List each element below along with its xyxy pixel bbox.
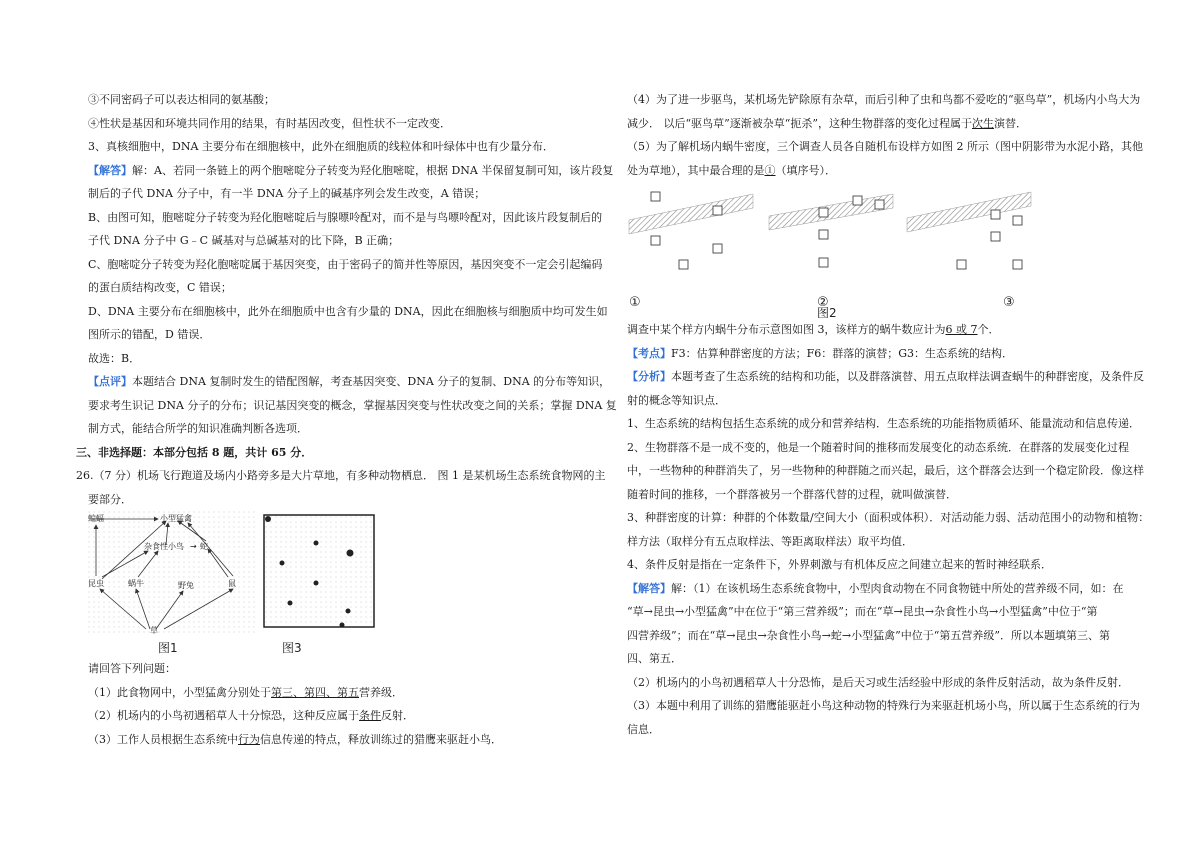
text: （3）工作人员根据生态系统中 bbox=[88, 732, 238, 746]
snail-mark bbox=[314, 541, 319, 546]
analysis-line bbox=[627, 365, 1157, 389]
text-line: （4）为了进一步驱鸟，某机场先铲除原有杂草，而后引种了虫和鸟都不爱吃的“驱鸟草”，机场内小鸟大为 bbox=[627, 93, 1141, 106]
text-line: （3）本题中利用了训练的猎鹰能驱赶小鸟这种动物的特殊行为来驱赶机场小鸟，所以属于生态系统的行为 bbox=[627, 699, 1140, 712]
answer-blank: ① bbox=[764, 163, 776, 177]
text-line: 4、条件反射是指在一定条件下，外界刺激与有机体反应之间建立起来的暂时神经联系． bbox=[627, 558, 1052, 571]
text: 营养级． bbox=[359, 685, 403, 699]
comment-tag: 【点评】 bbox=[88, 375, 132, 388]
snail-mark bbox=[280, 561, 285, 566]
answer-line bbox=[88, 159, 614, 183]
figure-1-label: 图1 bbox=[158, 641, 178, 655]
text-line: 请回答下列问题： bbox=[88, 662, 176, 675]
figure-background bbox=[88, 511, 258, 635]
analysis-tag: 【分析】 bbox=[627, 370, 671, 383]
panel-label: ① bbox=[629, 295, 641, 310]
text: 反射． bbox=[381, 709, 414, 722]
node-eagle: 蝙蝠 bbox=[88, 514, 104, 523]
answer-3 bbox=[88, 728, 608, 752]
snail-mark bbox=[347, 550, 354, 557]
text: 解：（1）在该机场生态系统食物中，小型肉食动物在不同食物链中所处的营养级不同，如：在 bbox=[671, 581, 1124, 595]
text: 调查中某个样方内蜗牛分布示意图如图 3，该样方的蜗牛数应计为 bbox=[627, 323, 946, 336]
node-snake: 蛇 bbox=[200, 542, 208, 551]
quadrat-frame bbox=[264, 515, 374, 627]
answer-blank: 第三、第四、第五 bbox=[271, 685, 359, 699]
layout-panel-2 bbox=[769, 194, 893, 310]
text-line: “草→昆虫→小型猛禽”中在位于“第三营养级”；而在“草→昆虫→杂食性小鸟→小型猛禽”中位于“第 bbox=[627, 605, 1098, 618]
snail-mark bbox=[346, 609, 351, 614]
text: 解：A、若同一条链上的两个胞嘧啶分子转变为羟化胞嘧啶，根据 DNA 半保留复制可知，该片段复 bbox=[132, 163, 614, 177]
node-arrow: → bbox=[190, 542, 197, 551]
section-heading: 三、非选择题：本部分包括 8 题，共计 65 分． bbox=[76, 445, 313, 459]
node-rabbit: 野兔 bbox=[178, 581, 194, 590]
node-grass: 草 bbox=[150, 626, 158, 635]
node-insect: 昆虫 bbox=[88, 579, 104, 588]
answer-6 bbox=[627, 318, 1157, 342]
text-line: 图所示的错配，D 错误． bbox=[88, 328, 211, 341]
node-raptor: 小型猛禽 bbox=[160, 514, 192, 523]
figure-2 bbox=[627, 186, 1157, 318]
answer-5 bbox=[627, 159, 1157, 183]
text-line: 中，一些物种的种群消失了，另一些物种的种群随之而兴起，最后，这个群落会达到一个稳定阶段．像这样 bbox=[627, 464, 1144, 477]
quadrat-layout-figure-2 bbox=[627, 186, 1047, 318]
text-line: ④性状是基因和环境共同作用的结果，有时基因改变，但性状不一定改变． bbox=[88, 116, 451, 130]
kaodian-tag: 【考点】 bbox=[627, 346, 671, 360]
answer-blank: 次生 bbox=[972, 116, 994, 130]
solution-line bbox=[627, 577, 1157, 601]
text-line: 四营养级”；而在“草→昆虫→杂食性小鸟→蛇→小型猛禽”中位于“第五营养级”．所以本题填第三、第 bbox=[627, 628, 1110, 642]
node-mouse: 鼠 bbox=[228, 579, 236, 588]
text: 个． bbox=[977, 323, 1000, 336]
text-line: 2、生物群落不是一成不变的，他是一个随着时间的推移而发展变化的动态系统．在群落的发展变化过程 bbox=[627, 440, 1129, 454]
answer-4 bbox=[627, 112, 1157, 136]
text: （1）此食物网中，小型猛禽分别处于 bbox=[88, 685, 271, 699]
panel-label: ② bbox=[817, 295, 829, 310]
question-26: 26.（7 分）机场飞行跑道及场内小路旁多是大片草地，有多种动物栖息． 图 1 是某机场生态系统食物网的主 bbox=[76, 469, 606, 482]
comment-line bbox=[88, 370, 611, 394]
figure-2-label: 图2 bbox=[817, 306, 837, 318]
text-line: 3、种群密度的计算：种群的个体数量/空间大小（面积或体积）．对活动能力弱、活动范围小的动物和植物： bbox=[627, 511, 1150, 524]
answer-tag: 【解答】 bbox=[88, 163, 132, 177]
text-line: 要求考生识记 DNA 分子的分布；识记基因突变的概念，掌握基因突变与性状改变之间的关系；掌握 DNA 复 bbox=[88, 398, 617, 412]
text: 信息传递的特点，释放训练过的猎鹰来驱赶小鸟． bbox=[260, 732, 502, 746]
answer-blank: 行为 bbox=[238, 732, 260, 746]
text-line: 制方式，能结合所学的知识准确判断各选项． bbox=[88, 422, 308, 435]
kaodian-line bbox=[627, 342, 1157, 366]
text-line: 的蛋白质结构改变，C 错误； bbox=[88, 281, 232, 294]
road-strip bbox=[907, 192, 1031, 232]
road-strip bbox=[629, 194, 753, 234]
snail-mark bbox=[288, 601, 293, 606]
quadrat-figure-3 bbox=[260, 511, 380, 657]
answer-2 bbox=[88, 704, 608, 728]
text-line: B、由图可知，胞嘧啶分子转变为羟化胞嘧啶后与腺嘌呤配对，而不是与鸟嘌呤配对，因此该片段复制后的 bbox=[88, 210, 603, 224]
text-line: 故选：B． bbox=[88, 351, 141, 365]
text-line: C、胞嘧啶分子转变为羟化胞嘧啶属于基因突变，由于密码子的简并性等原因，基因突变不一定会引起编码 bbox=[88, 257, 603, 271]
road-strip bbox=[769, 194, 893, 230]
panel-label: ③ bbox=[1003, 295, 1015, 310]
text-line: 子代 DNA 分子中 G﹣C 碱基对与总碱基对的比下降，B 正确； bbox=[88, 234, 400, 247]
layout-panel-1 bbox=[629, 192, 753, 310]
text-line: 3、真核细胞中，DNA 主要分布在细胞核中，此外在细胞质的线粒体和叶绿体中也有少量分布． bbox=[88, 140, 554, 153]
text-line: 制后的子代 DNA 分子中，有一半 DNA 分子上的碱基序列会发生改变，A 错误； bbox=[88, 187, 486, 200]
answer-blank: 条件 bbox=[359, 709, 381, 722]
text-line: 四、第五． bbox=[627, 652, 682, 665]
snail-mark bbox=[340, 623, 345, 628]
snail-mark bbox=[314, 581, 319, 586]
text-line: 1、生态系统的结构包括生态系统的成分和营养结构．生态系统的功能指物质循环、能量流动和信息传递． bbox=[627, 417, 1140, 430]
text: F3：估算种群密度的方法；F6：群落的演替；G3：生态系统的结构． bbox=[671, 346, 1014, 360]
right-column bbox=[627, 88, 1157, 741]
food-web-figure bbox=[88, 511, 258, 657]
text-line: 要部分． bbox=[88, 492, 132, 506]
text-line: 信息． bbox=[627, 722, 660, 736]
text: （填序号）． bbox=[775, 163, 836, 177]
node-snail: 蜗牛 bbox=[128, 579, 144, 588]
text: 演替． bbox=[994, 116, 1027, 130]
text-line: （2）机场内的小鸟初遇稻草人十分恐怖，是后天习或生活经验中形成的条件反射活动，故为条件反射． bbox=[627, 675, 1129, 689]
answer-1 bbox=[88, 681, 608, 705]
figure-3-label: 图3 bbox=[282, 641, 302, 655]
text: 本题结合 DNA 复制时发生的错配图解，考查基因突变、DNA 分子的复制、DNA 的分布等知识， bbox=[132, 375, 611, 388]
text: 处为草地），其中最合理的是 bbox=[627, 163, 765, 177]
node-bird: 杂食性小鸟 bbox=[144, 542, 184, 551]
text: 本题考查了生态系统的结构和功能，以及群落演替、用五点取样法调查蜗牛的种群密度，及条件反 bbox=[671, 370, 1144, 383]
layout-panel-3 bbox=[907, 192, 1031, 310]
snail-mark bbox=[265, 516, 271, 522]
text: 减少． 以后“驱鸟草”逐渐被杂草“扼杀”，这种生物群落的变化过程属于 bbox=[627, 116, 972, 130]
solution-tag: 【解答】 bbox=[627, 581, 671, 595]
text-line: ③不同密码子可以表达相同的氨基酸； bbox=[88, 93, 275, 106]
text-line: （5）为了解机场内蜗牛密度，三个调查人员各自随机布设样方如图 2 所示（图中阴影带为水泥小路，其他 bbox=[627, 140, 1143, 153]
text-line: 样方法（取样分有五点取样法、等距离取样法）取平均值． bbox=[627, 534, 913, 548]
text-line: 随着时间的推移，一个群落被另一个群落代替的过程，就叫做演替． bbox=[627, 487, 957, 501]
text-line: D、DNA 主要分布在细胞核中，此外在细胞质中也含有少量的 DNA，因此在细胞核与细胞质中均可发生如 bbox=[88, 304, 608, 318]
answer-blank: 6 或 7 bbox=[945, 323, 978, 336]
text: （2）机场内的小鸟初遇稻草人十分惊恐，这种反应属于 bbox=[88, 709, 359, 722]
left-column bbox=[76, 88, 617, 751]
text-line: 射的概念等知识点． bbox=[627, 393, 726, 407]
figure-row bbox=[88, 511, 608, 657]
